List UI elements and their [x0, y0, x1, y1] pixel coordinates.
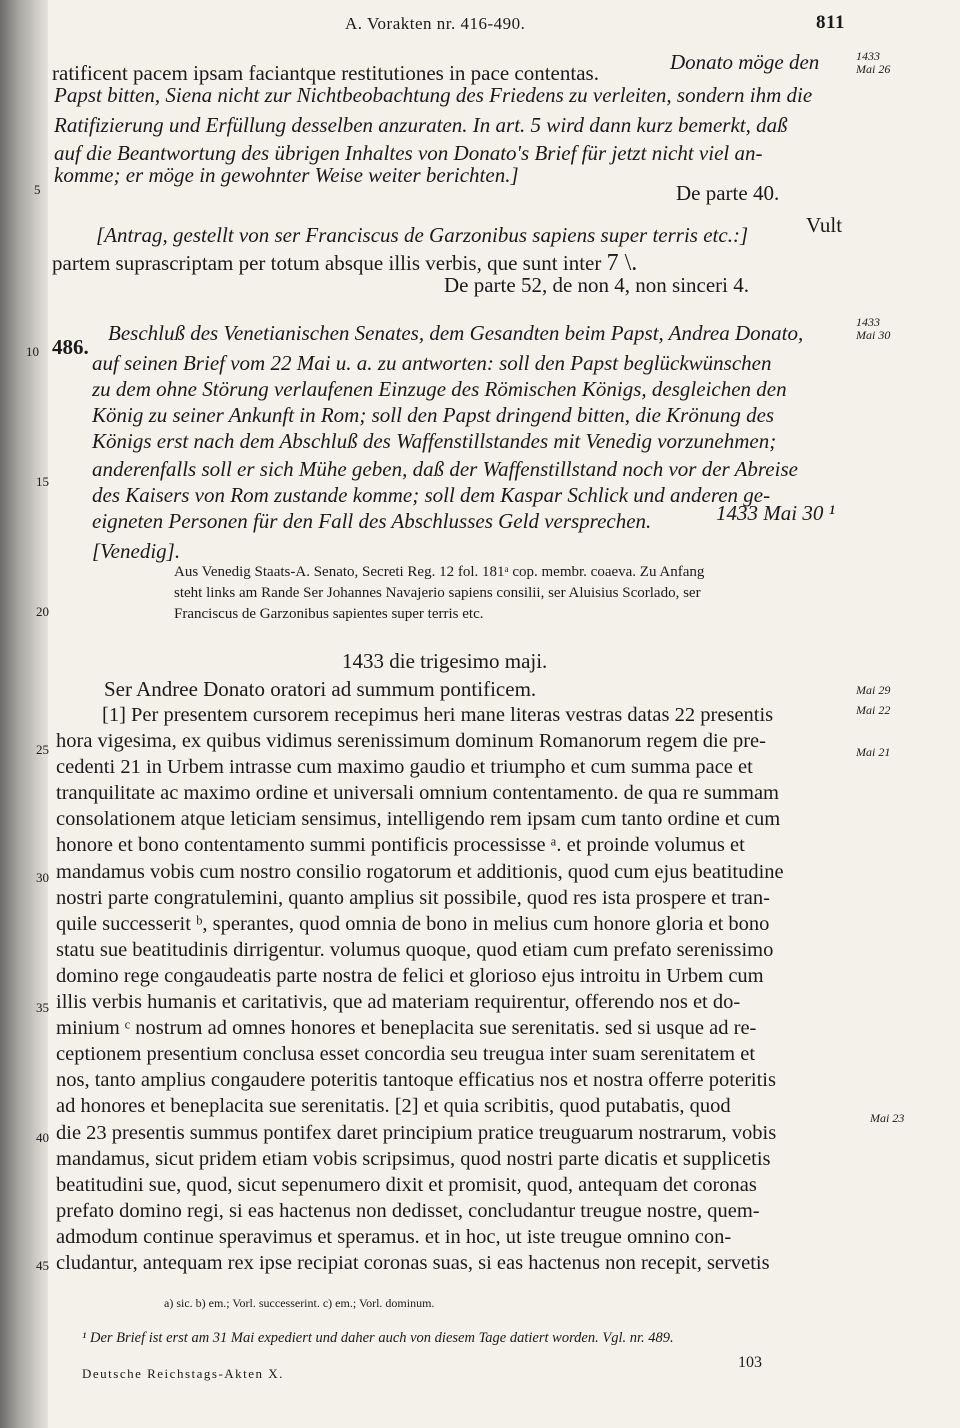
doc486-line-5: Königs erst nach dem Abschluß des Waffenstillstandes mit Venedig vorzunehmen; [92, 429, 777, 453]
letter-line: honore et bono contentamento summi pontificis processisse ᵃ. et proinde volumus et [56, 834, 745, 857]
letter-line: tranquilitate ac maximo ordine et universali omnium contentamento. de qua re summam [56, 782, 779, 805]
para1-line-4: auf die Beantwortung des übrigen Inhaltes von Donato's Brief für jetzt nicht viel an- [54, 141, 763, 165]
letter-line: hora vigesima, ex quibus vidimus serenissimum dominum Romanorum regem die pre- [56, 730, 766, 753]
letter-line: admodum continue speravimus et speramus. et in hoc, ut iste treugue omnino con- [56, 1225, 732, 1248]
vote-result-1: De parte 40. [676, 181, 780, 205]
running-title: A. Vorakten nr. 416-490. [345, 14, 526, 33]
bracket-symbols: 7 \. [606, 250, 638, 276]
line-number: 40 [36, 1130, 49, 1145]
letter-line: domino rege congaudeatis parte nostra de felici et glorioso ejus introitu in Urbem cum [56, 964, 764, 987]
margin-date-mai-26: 1433 Mai 26 [856, 49, 891, 76]
letter-body [56, 702, 856, 1276]
letter-line: mandamus vobis cum nostro consilio rogatorum et additionis, quod cum ejus beatitudine [56, 860, 784, 883]
source-line-3: Franciscus de Garzonibus sapientes super terris etc. [174, 606, 484, 622]
source-line-1: Aus Venedig Staats-A. Senato, Secreti Reg. 12 fol. 181ᵃ cop. membr. coaeva. Zu Anfang [174, 564, 705, 580]
letter-line: ad honores et beneplacita sue serenitatis. [2] et quia scribitis, quod putabatis, quod [56, 1095, 731, 1118]
letter-line: minium ᶜ nostrum ad omnes honores et beneplacita sue serenitatis. sed si usque ad re- [56, 1017, 757, 1040]
source-line-2: steht links am Rande Ser Johannes Navajerio sapiens consilii, ser Aluisius Scorlado, ser [174, 585, 701, 601]
margin-date-mai-21: Mai 21 [856, 745, 891, 759]
folio-number: 103 [738, 1354, 762, 1371]
letter-address: Ser Andree Donato oratori ad summum pontificem. [104, 677, 537, 701]
antrag-line-1: [Antrag, gestellt von ser Franciscus de Garzonibus sapiens super terris etc.:] [96, 223, 749, 247]
para1-line-5: komme; er möge in gewohnter Weise weiter berichten.] [54, 163, 519, 187]
margin-date-mai-30: 1433 Mai 30 [856, 315, 891, 342]
para1-line-1-tail: Donato möge den [670, 50, 820, 74]
doc486-line-2: auf seinen Brief vom 22 Mai u. a. zu antworten: soll den Papst beglückwünschen [92, 351, 772, 375]
line-number: 15 [36, 474, 49, 489]
margin-date-mai-29: Mai 29 [856, 683, 891, 697]
line-number: 5 [34, 182, 41, 197]
letter-line: ceptionem presentium conclusa esset concordia seu treugua inter suam serenitatem et [56, 1043, 756, 1066]
doc-number: 486. [52, 335, 89, 359]
line-number: 45 [36, 1258, 49, 1273]
letter-line: beatitudini sue, quod, sicut sepenumero dixit et promisit, quod, antequam det coronas [56, 1173, 757, 1196]
line-number: 25 [36, 742, 49, 757]
letter-line: nostri parte congratulemini, quanto amplius sit possibile, quod res ista prospere et tran- [56, 886, 770, 909]
letter-line: die 23 presentis summus pontifex daret principium pratice treuguarum nostrarum, vobis [56, 1121, 777, 1144]
page-number: 811 [816, 12, 845, 33]
letter-line: prefato domino regi, si eas hactenus non dedisset, concludantur treugue nostre, quem- [56, 1199, 760, 1222]
signature-line: Deutsche Reichstags-Akten X. [82, 1366, 284, 1381]
doc486-date: 1433 Mai 30 ¹ [716, 501, 835, 525]
doc486-line-4: König zu seiner Ankunft in Rom; soll den Papst dringend bitten, die Krönung des [92, 403, 775, 427]
source-note [174, 562, 864, 625]
critical-apparatus: a) sic. b) em.; Vorl. successerint. c) em.; Vorl. dominum. [164, 1296, 435, 1310]
para1-line-2: Papst bitten, Siena nicht zur Nichtbeobachtung des Friedens zu verleiten, sondern ihm die [54, 83, 813, 107]
margin-date-mai-22: Mai 22 [856, 703, 891, 717]
line-number: 30 [36, 870, 49, 885]
letter-line: illis verbis humanis et caritativis, que ad materiam requirentur, offerendo nos et do- [56, 991, 741, 1014]
line-number: 35 [36, 1000, 49, 1015]
letter-line: statu sue beatitudinis dirrigentur. volumus quoque, quod etiam cum prefato serenissimo [56, 938, 774, 961]
doc486-line-6: anderenfalls soll er sich Mühe geben, daß der Waffenstillstand noch vor der Abreise [92, 457, 798, 481]
letter-line: quile successerit ᵇ, sperantes, quod omnia de bono in melius cum honore gloria et bono [56, 912, 770, 935]
line-number: 10 [26, 344, 39, 359]
doc486-line-7: des Kaisers von Rom zustande komme; soll dem Kaspar Schlick und anderen ge- [92, 483, 771, 507]
letter-line: cedenti 21 in Urbem intrasse cum maximo gaudio et triumpho et cum summa pace et [56, 756, 753, 779]
letter-line: cludantur, antequam rex ipse recipiat coronas suas, si eas hactenus non recepit, servetis [56, 1251, 770, 1274]
doc486-line-9: [Venedig]. [92, 539, 181, 563]
footnote-1: ¹ Der Brief ist erst am 31 Mai expediert und daher auch von diesem Tage datiert worden. Vgl. nr. 489. [82, 1330, 674, 1346]
line-number: 20 [36, 604, 49, 619]
doc486-line-1: Beschluß des Venetianischen Senates, dem Gesandten beim Papst, Andrea Donato, [108, 321, 804, 345]
letter-date: 1433 die trigesimo maji. [342, 649, 548, 673]
letter-line: [1] Per presentem cursorem recepimus heri mane literas vestras datas 22 presentis [102, 704, 774, 726]
para1-line-3: Ratifizierung und Erfüllung desselben anzuraten. In art. 5 wird dann kurz bemerkt, daß [54, 113, 788, 137]
letter-line: consolationem atque leticiam sensimus, intelligendo rem ipsam cum tanto ordine et cum [56, 808, 781, 831]
letter-line: mandamus, sicut pridem etiam vobis scripsimus, quod nostri parte dicatis et supplicetis [56, 1147, 771, 1170]
letter-line: nos, tanto amplius congaudere poteritis tantoque efficatius nos et nostra offerre poteritis [56, 1069, 776, 1092]
antrag-line-3: De parte 52, de non 4, non sinceri 4. [444, 273, 750, 297]
doc486-line-3: zu dem ohne Störung verlaufenen Einzuge des Römischen Königs, desgleichen den [92, 377, 787, 401]
antrag-line-2: partem suprascriptam per totum absque illis verbis, que sunt inter 7 \. [52, 250, 638, 276]
margin-date-mai-23: Mai 23 [870, 1111, 905, 1125]
running-header [0, 8, 960, 38]
antrag-vult: Vult [806, 213, 843, 237]
doc486-line-8: eigneten Personen für den Fall des Abschlusses Geld versprechen. [92, 509, 652, 533]
book-spine-shadow [0, 0, 48, 1428]
para1-line-1: ratificent pacem ipsam faciantque restitutiones in pace contentas. [52, 61, 599, 85]
